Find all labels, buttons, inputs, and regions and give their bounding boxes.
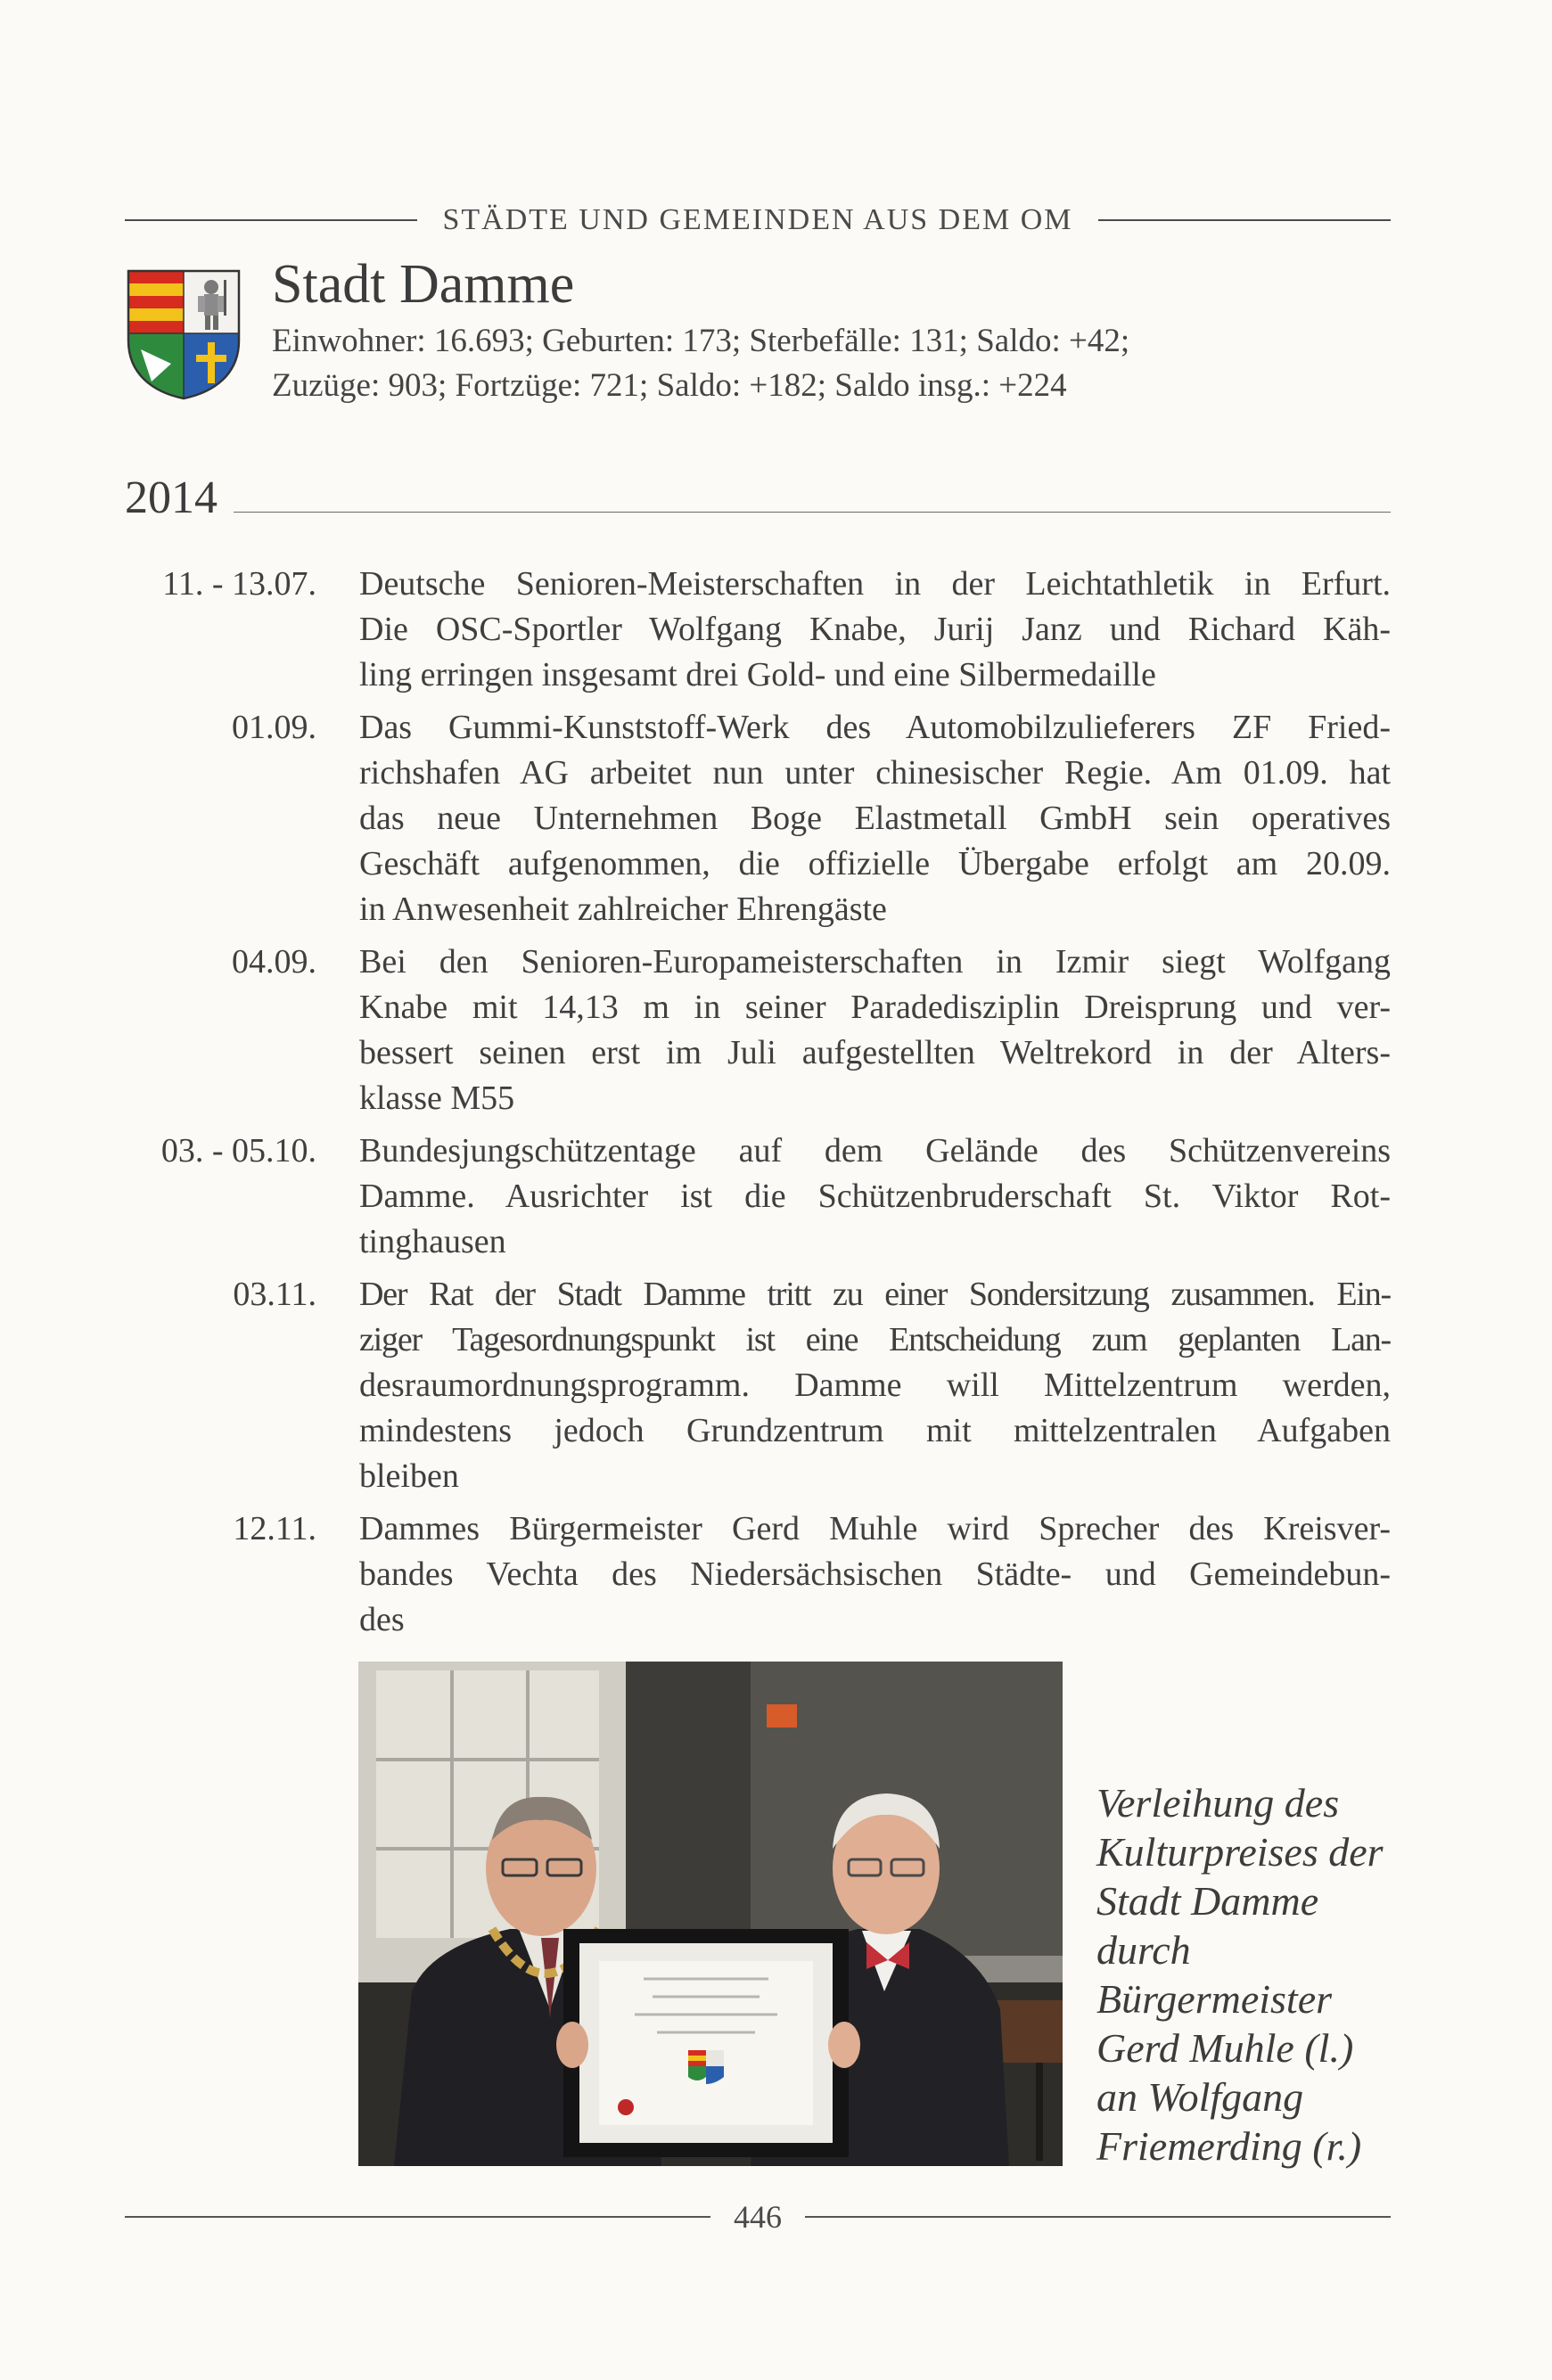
caption-line: durch (1096, 1927, 1191, 1973)
entry-line: richshafen AG arbeitet nun unter chinesischer Regie. Am 01.09. hat (359, 754, 1391, 792)
caption-line: Verleihung des (1096, 1780, 1340, 1826)
entry-line: ling erringen insgesamt drei Gold- und eine Silbermedaille (359, 656, 1156, 693)
entry-line: Bundesjungschützentage auf dem Gelände des Schützenvereins (359, 1132, 1391, 1169)
entry-date: 03. - 05.10. (160, 1132, 316, 1169)
entry-line: tinghausen (359, 1223, 506, 1260)
year-label: 2014 (125, 472, 218, 523)
entry-line: Geschäft aufgenommen, die offizielle Übergabe erfolgt am 20.09. (359, 845, 1391, 882)
stats-line-2: Zuzüge: 903; Fortzüge: 721; Saldo: +182; Saldo insg.: +224 (272, 367, 1067, 404)
page-number: 446 (734, 2199, 782, 2235)
entry-line: Dammes Bürgermeister Gerd Muhle wird Sprecher des Kreisver- (359, 1510, 1391, 1547)
page-footer (125, 2195, 1391, 2239)
entry-line: klasse M55 (359, 1079, 515, 1117)
header-rule-right (1098, 219, 1391, 221)
entry-line: Das Gummi-Kunststoff-Werk des Automobilzulieferers ZF Fried- (359, 709, 1391, 746)
entry-line: bleiben (359, 1457, 459, 1495)
caption-line: Stadt Damme (1096, 1878, 1319, 1924)
entry-text (359, 1506, 1391, 1643)
header-rule-left (125, 219, 417, 221)
running-header (125, 198, 1391, 242)
chronicle-entry (125, 940, 1391, 1121)
entry-line: Bei den Senioren-Europameisterschaften in Izmir siegt Wolfgang (359, 943, 1391, 981)
photo-caption (1096, 1778, 1391, 2171)
chronicle-entry (125, 1272, 1391, 1499)
chronicle-entry (125, 1128, 1391, 1265)
entry-line: in Anwesenheit zahlreicher Ehrengäste (359, 890, 887, 928)
entry-date: 11. - 13.07. (162, 565, 316, 603)
entry-line: Die OSC-Sportler Wolfgang Knabe, Jurij Janz und Richard Käh- (359, 611, 1391, 648)
year-heading (125, 468, 1391, 521)
entry-text (359, 562, 1391, 698)
entry-line: Der Rat der Stadt Damme tritt zu einer Sondersitzung zusammen. Ein- (359, 1276, 1391, 1313)
entry-line: das neue Unternehmen Boge Elastmetall GmbH sein operatives (359, 800, 1391, 837)
entry-line: mindestens jedoch Grundzentrum mit mittelzentralen Aufgaben (359, 1412, 1391, 1449)
caption-line: Friemerding (r.) (1096, 2123, 1362, 2169)
entry-date: 04.09. (232, 943, 316, 981)
entry-text (359, 1272, 1391, 1499)
caption-line: Gerd Muhle (l.) (1096, 2025, 1354, 2071)
entry-date: 03.11. (233, 1276, 316, 1313)
chronicle-entry (125, 1506, 1391, 1643)
stats-line-1: Einwohner: 16.693; Geburten: 173; Sterbefälle: 131; Saldo: +42; (272, 323, 1130, 359)
entry-text (359, 940, 1391, 1121)
caption-line: Bürgermeister (1096, 1976, 1333, 2022)
footer-rule-right (805, 2216, 1391, 2218)
entry-date: 01.09. (232, 709, 316, 746)
town-statistics (272, 319, 1129, 408)
chronicle-entries (125, 562, 1391, 1650)
entry-line: Deutsche Senioren-Meisterschaften in der Leichtathletik in Erfurt. (359, 565, 1391, 603)
entry-date: 12.11. (233, 1510, 316, 1547)
caption-line: an Wolfgang (1096, 2074, 1304, 2120)
entry-line: ziger Tagesordnungspunkt ist eine Entscheidung zum geplanten Lan- (359, 1321, 1391, 1358)
entry-line: bandes Vechta des Niedersächsischen Städte- und Gemeindebun- (359, 1555, 1391, 1593)
running-title: STÄDTE UND GEMEINDEN AUS DEM OM (442, 203, 1073, 236)
footer-rule-left (125, 2216, 710, 2218)
coat-of-arms-icon (125, 267, 242, 401)
year-rule (234, 512, 1391, 513)
entry-line: Damme. Ausrichter ist die Schützenbruderschaft St. Viktor Rot- (359, 1178, 1391, 1215)
town-name: Stadt Damme (272, 254, 575, 315)
entry-line: des (359, 1601, 405, 1638)
chronicle-entry (125, 705, 1391, 932)
chronicle-entry (125, 562, 1391, 698)
entry-line: desraumordnungsprogramm. Damme will Mittelzentrum werden, (359, 1366, 1391, 1404)
caption-line: Kulturpreises der (1096, 1829, 1384, 1875)
entry-line: Knabe mit 14,13 m in seiner Paradedisziplin Dreisprung und ver- (359, 989, 1391, 1026)
award-photo (358, 1662, 1063, 2166)
entry-line: bessert seinen erst im Juli aufgestellten Weltrekord in der Alters- (359, 1034, 1391, 1071)
entry-text (359, 1128, 1391, 1265)
entry-text (359, 705, 1391, 932)
